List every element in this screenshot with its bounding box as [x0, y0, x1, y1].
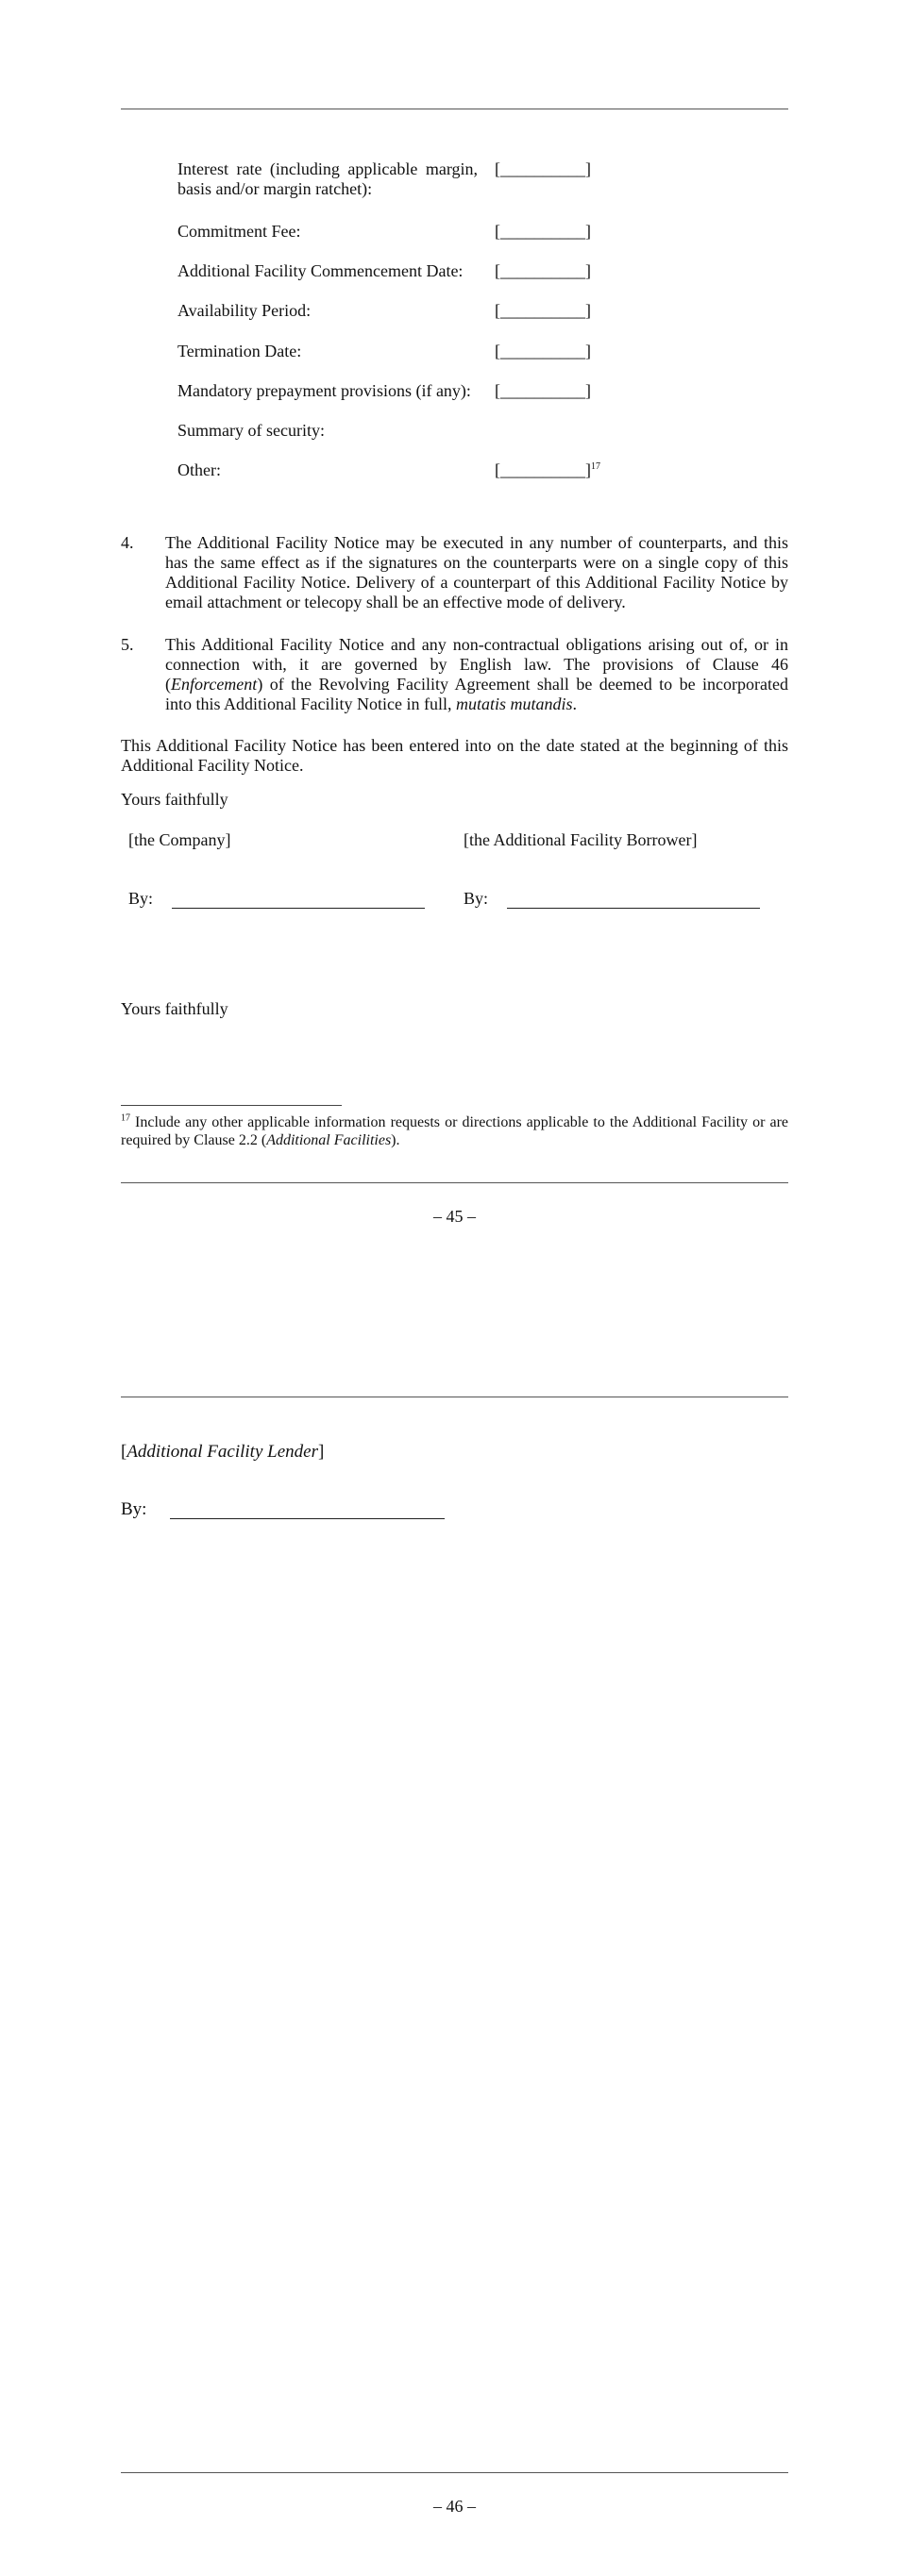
entered-into-statement: This Additional Facility Notice has been entered into on the date stated at the beginning of this Additional Facility Notice.	[121, 736, 788, 775]
lender-close-bracket: ]	[317, 1442, 325, 1462]
table-label-availability-period: Availability Period:	[177, 301, 312, 320]
borrower-label: [the Additional Facility Borrower]	[464, 830, 698, 849]
table-value-availability-period: [__________]	[495, 301, 591, 320]
table-value-other-text: [__________]	[495, 460, 591, 479]
table-value-mandatory-prepayment: [__________]	[495, 381, 591, 400]
clause-5-text	[165, 635, 788, 714]
table-label-commitment-fee: Commitment Fee:	[177, 222, 301, 241]
lender-open-bracket: [	[121, 1442, 127, 1462]
footnote-17	[121, 1113, 788, 1149]
clause-5-enforcement: Enforcement	[171, 675, 258, 694]
company-label: [the Company]	[128, 830, 231, 849]
company-by-label: By:	[128, 889, 154, 908]
borrower-by-label: By:	[464, 889, 489, 908]
clause-5-text-b: ) of the Revolving Facility Agreement shall be deemed to be incorporated into this Additional Facility Notice in full,	[165, 675, 788, 713]
table-value-other	[495, 460, 600, 480]
company-signature-line[interactable]	[172, 908, 425, 909]
lender-by-label: By:	[121, 1499, 147, 1519]
footnote-17-number: 17	[121, 1112, 130, 1124]
clause-4-text: The Additional Facility Notice may be executed in any number of counterparts, and this has the same effect as if the signatures on the counterparts were on a single copy of this Additional Facility Notice. Delivery of a counterpart of this Additional Facility Notice by email attachment or telecopy shall be an effective mode of delivery.	[165, 533, 788, 611]
table-value-termination-date: [__________]	[495, 342, 591, 360]
table-value-interest-rate: [__________]	[495, 159, 591, 178]
footnote-separator	[121, 1105, 342, 1106]
table-value-commencement-date: [__________]	[495, 261, 591, 280]
yours-faithfully-1: Yours faithfully	[121, 790, 228, 809]
footnote-17-text-b: ).	[391, 1132, 400, 1148]
page-46-bottom-rule	[121, 2472, 788, 2473]
clause-5-text-c: .	[572, 694, 577, 713]
additional-facility-lender-label	[121, 1442, 324, 1463]
footnote-ref-17: 17	[591, 461, 600, 472]
table-label-interest-rate: Interest rate (including applicable margin, basis and/or margin ratchet):	[177, 159, 478, 198]
clause-5-text-a: This Additional Facility Notice and any non-contractual obligations arising out of, or in connection with, it are governed by English law. The provisions of Clause 46 (	[165, 635, 788, 694]
lender-name: Additional Facility Lender	[127, 1442, 318, 1462]
borrower-signature-line[interactable]	[507, 908, 760, 909]
table-label-commencement-date: Additional Facility Commencement Date:	[177, 261, 464, 280]
footnote-17-italic: Additional Facilities	[266, 1132, 392, 1148]
footnote-17-text-a: Include any other applicable information requests or directions applicable to the Additional Facility or are required by Clause 2.2 (	[121, 1114, 788, 1148]
clause-5-number: 5.	[121, 635, 134, 654]
page-number-45: – 45 –	[433, 1207, 476, 1226]
page-45-bottom-rule	[121, 1182, 788, 1183]
clause-4-number: 4.	[121, 533, 134, 552]
table-label-termination-date: Termination Date:	[177, 342, 302, 360]
page-number-46: – 46 –	[433, 2497, 476, 2516]
table-value-commitment-fee: [__________]	[495, 222, 591, 241]
clause-5-mutatis: mutatis mutandis	[455, 694, 573, 713]
yours-faithfully-2: Yours faithfully	[121, 999, 228, 1018]
table-label-mandatory-prepayment: Mandatory prepayment provisions (if any):	[177, 381, 471, 400]
table-label-other: Other:	[177, 460, 221, 479]
lender-signature-line[interactable]	[170, 1518, 445, 1519]
table-label-summary-of-security: Summary of security:	[177, 421, 325, 440]
